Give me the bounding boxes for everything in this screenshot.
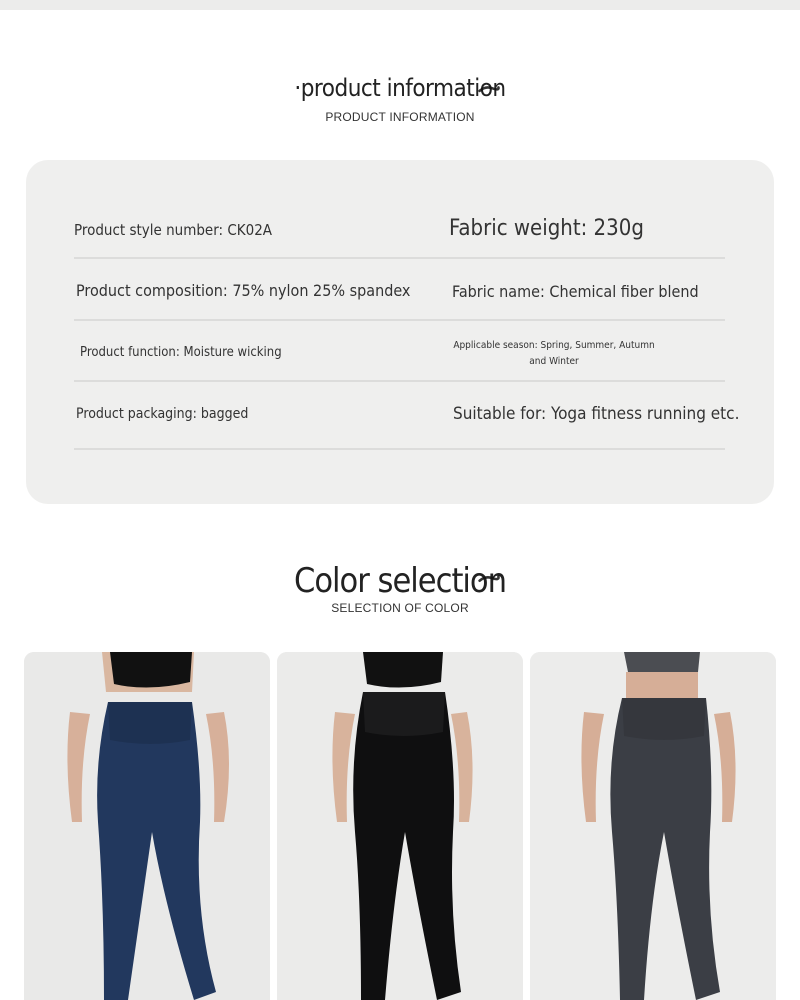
info-row	[74, 259, 725, 321]
brush-stroke-icon	[478, 573, 500, 585]
info-row	[74, 382, 740, 450]
top-divider-strip	[0, 0, 800, 10]
product-info-card	[26, 160, 774, 504]
info-row	[74, 321, 725, 382]
product-information-subtitle: PRODUCT INFORMATION	[325, 110, 475, 124]
leggings-grey-image	[530, 652, 776, 1000]
leggings-black-image	[277, 652, 523, 1000]
info-row	[74, 210, 725, 259]
product-information-header	[0, 74, 800, 124]
color-selection-title: Color selection	[293, 561, 507, 601]
function-text: Product function: Moisture wicking	[80, 345, 282, 360]
fabric-name-text: Fabric name: Chemical fiber blend	[452, 282, 699, 301]
swatch-navy[interactable]	[24, 652, 270, 1000]
style-number-text: Product style number: CK02A	[74, 221, 273, 239]
swatch-grey[interactable]	[530, 652, 776, 1000]
brush-stroke-icon	[478, 84, 500, 96]
product-information-title: ·product information	[294, 74, 506, 102]
fabric-weight-text: Fabric weight: 230g	[449, 216, 644, 241]
color-selection-header	[0, 561, 800, 615]
color-selection-subtitle: SELECTION OF COLOR	[331, 601, 469, 615]
swatch-black[interactable]	[277, 652, 523, 1000]
composition-text: Product composition: 75% nylon 25% spandex	[76, 281, 411, 300]
leggings-navy-image	[24, 652, 270, 1000]
suitable-for-text: Suitable for: Yoga fitness running etc.	[453, 404, 740, 424]
color-swatch-gallery	[24, 652, 776, 1000]
packaging-text: Product packaging: bagged	[76, 406, 249, 422]
season-text: Applicable season: Spring, Summer, Autumn and Winter	[453, 340, 655, 367]
